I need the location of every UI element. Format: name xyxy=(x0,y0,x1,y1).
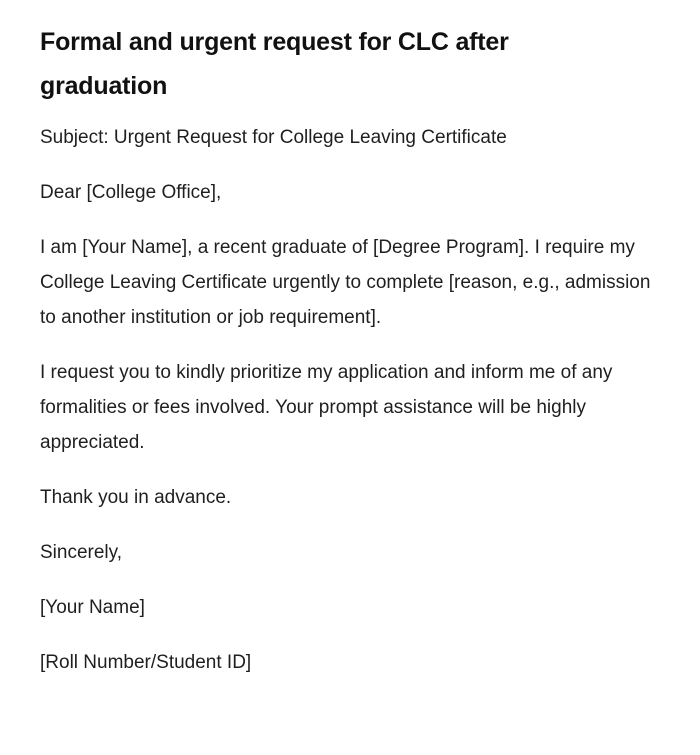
letter-closing: Sincerely, xyxy=(40,542,123,563)
letter-title: Formal and urgent request for CLC after graduation xyxy=(40,28,509,100)
letter-salutation: Dear [College Office], xyxy=(40,182,222,203)
letter-paragraph-2: I request you to kindly prioritize my application and inform me of any formalities or fees involved. Your prompt assistance will be highly appreciated. xyxy=(40,362,613,453)
letter-roll-number: [Roll Number/Student ID] xyxy=(40,652,252,673)
letter-subject: Subject: Urgent Request for College Leaving Certificate xyxy=(40,127,507,148)
letter-thanks: Thank you in advance. xyxy=(40,487,232,508)
letter-sender-name: [Your Name] xyxy=(40,597,145,618)
letter-paragraph-1: I am [Your Name], a recent graduate of [Degree Program]. I require my College Leaving Certificate urgently to complete [reason, e.g., admission to another institution or job requirement]. xyxy=(40,237,651,328)
